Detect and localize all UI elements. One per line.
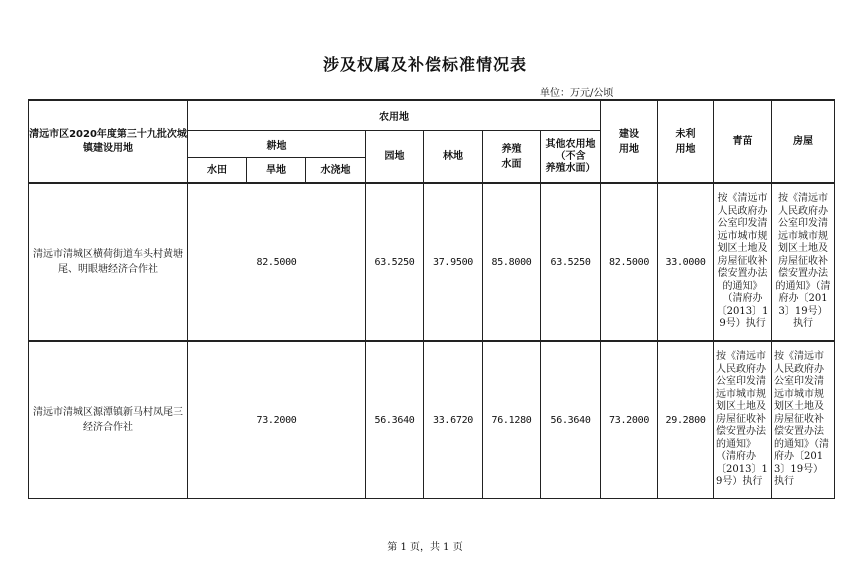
page-footer: 第 1 页，共 1 页 xyxy=(387,542,463,553)
cell-garden-land: 56.3640 xyxy=(366,341,424,499)
header-agricultural-land: 农用地 xyxy=(188,100,601,131)
unit-label: 单位：万元/公顷 xyxy=(540,88,614,99)
header-irrigated-land: 水浇地 xyxy=(306,158,366,184)
header-construction-land-line1: 建设 xyxy=(619,128,640,140)
row-name: 清远市清城区横荷街道车头村黄塘尾、明眼塘经济合作社 xyxy=(29,183,188,341)
cell-unused-land: 33.0000 xyxy=(658,183,714,341)
header-aquaculture-water xyxy=(483,131,541,184)
header-other-agri-line3: 养殖水面） xyxy=(545,162,596,174)
cell-construction-land: 82.5000 xyxy=(601,183,658,341)
cell-aquaculture-water: 76.1280 xyxy=(483,341,541,499)
document-title: 涉及权属及补偿标准情况表 xyxy=(322,55,527,74)
cell-aquaculture-water: 85.8000 xyxy=(483,183,541,341)
header-construction-land xyxy=(601,100,658,183)
row-name: 清远市清城区源潭镇新马村凤尾三经济合作社 xyxy=(29,341,188,499)
cell-young-crops: 按《清远市人民政府办公室印发清远市城市规划区土地及房屋征收补偿安置办法的通知》（清府办〔2013〕19号）执行 xyxy=(714,183,772,341)
header-unused-land-line2: 用地 xyxy=(675,143,696,155)
header-paddy-field: 水田 xyxy=(188,158,247,184)
header-project: 清远市区2020年度第三十九批次城镇建设用地 xyxy=(29,100,188,183)
cell-unused-land: 29.2800 xyxy=(658,341,714,499)
header-unused-land xyxy=(658,100,714,183)
cell-cultivated-land: 82.5000 xyxy=(188,183,366,341)
header-young-crops: 青苗 xyxy=(714,100,772,183)
cell-houses: 按《清远市人民政府办公室印发清远市城市规划区土地及房屋征收补偿安置办法的通知》（清府办〔2013〕19号）执行 xyxy=(772,341,835,499)
header-aquaculture-line2: 水面 xyxy=(501,158,522,170)
cell-construction-land: 73.2000 xyxy=(601,341,658,499)
header-garden-land: 园地 xyxy=(366,131,424,184)
cell-garden-land: 63.5250 xyxy=(366,183,424,341)
cell-other-agricultural-land: 63.5250 xyxy=(541,183,601,341)
table-row xyxy=(29,341,835,499)
header-houses: 房屋 xyxy=(772,100,835,183)
header-forest-land: 林地 xyxy=(424,131,483,184)
header-aquaculture-line1: 养殖 xyxy=(501,143,522,155)
header-dry-land: 旱地 xyxy=(247,158,306,184)
header-unused-land-line1: 未利 xyxy=(675,128,696,140)
header-other-agri-line1: 其他农用地 xyxy=(545,138,596,150)
compensation-standards-table xyxy=(28,99,835,499)
table-row xyxy=(29,183,835,341)
header-other-agri-line2: （不含 xyxy=(555,150,586,162)
cell-houses: 按《清远市人民政府办公室印发清远市城市规划区土地及房屋征收补偿安置办法的通知》（清府办〔2013〕19号）执行 xyxy=(772,183,835,341)
cell-forest-land: 33.6720 xyxy=(424,341,483,499)
header-cultivated-land: 耕地 xyxy=(188,131,366,158)
header-construction-land-line2: 用地 xyxy=(619,143,640,155)
cell-cultivated-land: 73.2000 xyxy=(188,341,366,499)
header-other-agricultural-land xyxy=(541,131,601,184)
cell-forest-land: 37.9500 xyxy=(424,183,483,341)
cell-other-agricultural-land: 56.3640 xyxy=(541,341,601,499)
cell-young-crops: 按《清远市人民政府办公室印发清远市城市规划区土地及房屋征收补偿安置办法的通知》（清府办〔2013〕19号）执行 xyxy=(714,341,772,499)
